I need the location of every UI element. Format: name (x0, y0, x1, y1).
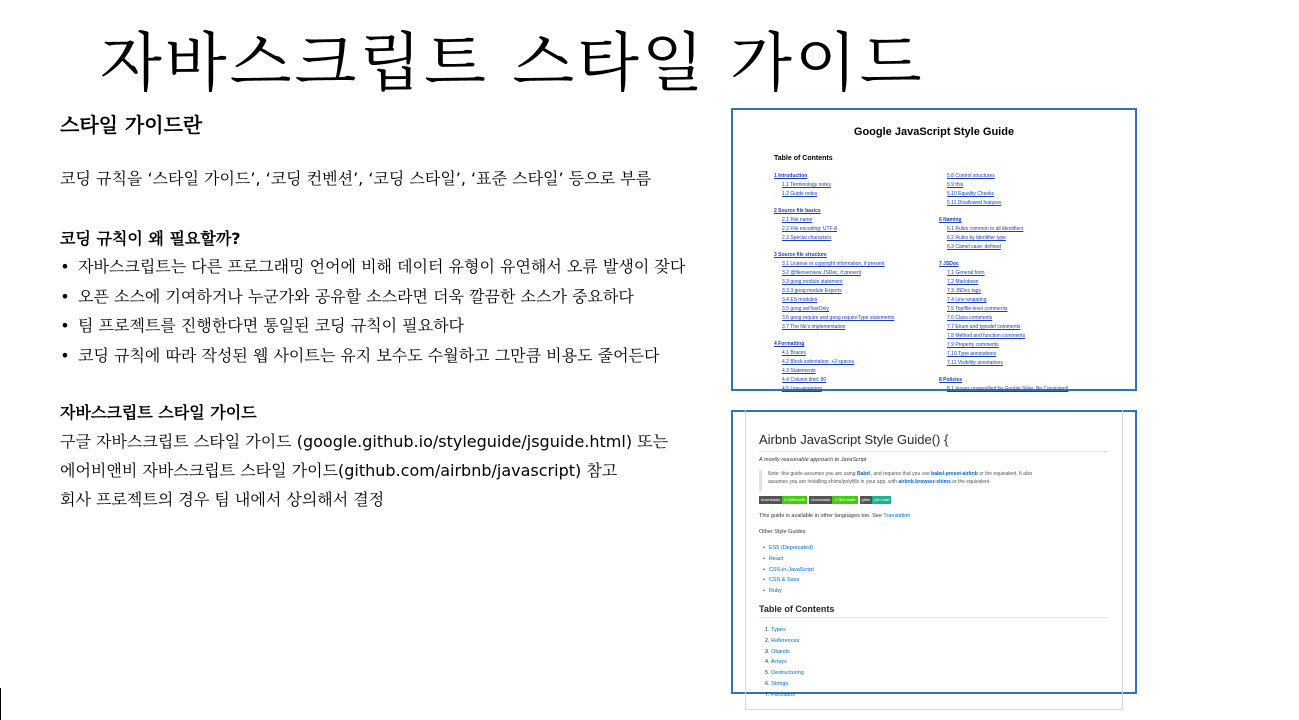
toc-link[interactable]: 7.2 Markdown (947, 279, 979, 285)
toc-link[interactable]: 7.3 JSDoc tags (947, 288, 981, 294)
toc-link[interactable]: 6.1 Rules common to all identifiers (947, 226, 1024, 232)
list-item (765, 657, 804, 668)
toc-link[interactable]: 7 JSDoc (939, 261, 959, 267)
airbnb-toc-list (765, 625, 804, 701)
toc-link[interactable]: 3.3.3 goog.module Exports (782, 288, 842, 294)
toc-link[interactable]: 7.7 Enum and typedef comments (947, 324, 1021, 330)
toc-link[interactable]: 2.1 File name (782, 217, 813, 223)
list-item (765, 625, 804, 636)
airbnb-guide-title: Airbnb JavaScript Style Guide() { (759, 432, 949, 447)
heading-js-style-guide: 자바스크립트 스타일 가이드 (60, 403, 257, 422)
bullet-item (60, 315, 685, 345)
toc-link[interactable]: Functions (771, 691, 795, 698)
babel-preset-airbnb-link[interactable]: babel-preset-airbnb (931, 471, 978, 477)
badge-value: join chat (874, 497, 890, 502)
toc-link[interactable]: 1.2 Guide notes (782, 191, 818, 197)
other-style-guides-heading: Other Style Guides (759, 529, 806, 535)
style-guide-link[interactable]: Ruby (768, 588, 782, 595)
toc-link[interactable]: Types (771, 627, 786, 633)
toc-number: 5. (765, 670, 770, 677)
other-style-guides-list (763, 543, 814, 597)
bullet-marker: • (763, 545, 765, 551)
toc-number: 4. (765, 659, 770, 666)
bullet-item (60, 286, 685, 316)
toc-link[interactable]: 4.4 Column limit: 80 (782, 377, 827, 383)
guide-line: 회사 프로젝트의 경우 팀 내에서 상의해서 결정 (60, 490, 385, 509)
badge-label: downloads (811, 497, 831, 502)
toc-link[interactable]: 6.3 Camel case: defined (947, 244, 1001, 250)
bullet-marker: • (60, 257, 70, 276)
why-bullet-list (60, 256, 685, 374)
toc-link[interactable]: 7.4 Line wrapping (947, 297, 987, 303)
bullet-text: 팀 프로젝트를 진행한다면 통일된 코딩 규칙이 필요하다 (78, 316, 465, 335)
bullet-item (60, 256, 685, 286)
airbnb-toc-heading: Table of Contents (759, 604, 835, 614)
airbnb-guide-subtitle: A mostly reasonable approach to JavaScript (759, 457, 867, 463)
toc-link[interactable]: 3.3 goog.module statement (782, 279, 843, 285)
style-guide-link[interactable]: CSS & Sass (768, 577, 800, 584)
toc-number: 1. (765, 627, 770, 633)
toc-link[interactable]: 1 Introduction (774, 173, 808, 179)
toc-link[interactable]: 2 Source file basics (774, 208, 821, 214)
note-text: Note: this guide assumes you are using (768, 471, 857, 477)
google-toc-right-column (939, 172, 1068, 394)
toc-link[interactable]: 3.7 The file’s implementation (782, 324, 846, 330)
toc-number: 2. (765, 637, 770, 644)
bullet-text: 오픈 소스에 기여하거나 누군가와 공유할 소스라면 더욱 깔끔한 소스가 중요하다 (78, 286, 634, 306)
google-style-guide-screenshot (731, 108, 1137, 391)
heading-why: 코딩 규칙이 왜 필요할까? (60, 229, 241, 248)
list-item (765, 636, 804, 647)
toc-link[interactable]: 7.1 General form (947, 270, 985, 276)
style-guide-link[interactable]: ES5 (Deprecated) (768, 545, 813, 551)
badge[interactable] (759, 496, 807, 504)
list-item (763, 543, 814, 554)
toc-link[interactable]: 3 Source file structure (774, 252, 827, 258)
badge-label: gitter (861, 497, 871, 502)
badge-value: 3.2M/month (834, 497, 856, 502)
toc-link[interactable]: 4.5 Line-wrapping (782, 386, 822, 392)
toc-link[interactable]: 5.10 Equality Checks (947, 191, 994, 197)
list-item (765, 647, 804, 658)
toc-link[interactable]: 8.1 Issues unspecified by Google Style: Be Consistent! (947, 386, 1069, 392)
heading-style-guide: 스타일 가이드란 (60, 113, 203, 137)
bullet-item (60, 345, 685, 375)
toc-link[interactable]: 5.11 Disallowed features (947, 200, 1002, 206)
toc-link[interactable]: 8 Policies (939, 377, 963, 383)
toc-link[interactable]: 7.9 Property comments (947, 342, 999, 348)
toc-link[interactable]: 6 Naming (939, 217, 962, 223)
google-guide-title: Google JavaScript Style Guide (853, 126, 1015, 138)
bullet-marker: • (60, 286, 70, 306)
toc-link[interactable]: 3.2 @fileoverview JSDoc, if present (782, 270, 861, 276)
toc-link[interactable]: 3.5 goog.setTestOnly (782, 306, 829, 312)
toc-link[interactable]: 5.9 this (947, 182, 964, 188)
note-text: or the equivalent. (950, 479, 991, 485)
toc-link[interactable]: 7.6 Class comments (947, 315, 993, 321)
badge-value: 9.2M/month (784, 497, 806, 502)
guide-line: 에어비앤비 자바스크립트 스타일 가이드(github.com/airbnb/javascript) 참고 (60, 461, 618, 480)
note-text: , and requires that you use (870, 471, 932, 477)
toc-link[interactable]: 5.8 Control structures (947, 173, 995, 179)
toc-link[interactable]: 3.1 License or copyright information, if present (782, 261, 885, 267)
divider (759, 617, 1109, 618)
toc-number: 6. (765, 680, 770, 687)
translation-note (759, 513, 910, 519)
toc-number: 3. (765, 648, 770, 655)
guide-line: 구글 자바스크립트 스타일 가이드 (google.github.io/styleguide/jsguide.html) 또는 (60, 432, 669, 451)
list-item (765, 679, 804, 690)
badge[interactable] (809, 496, 857, 504)
divider (759, 451, 1109, 452)
bullet-marker: • (763, 577, 765, 584)
toc-link[interactable]: 3.4 ES modules (782, 297, 818, 303)
bullet-text: 자바스크립트는 다른 프로그래밍 언어에 비해 데이터 유형이 유연해서 오류 발생이 잦다 (78, 257, 686, 276)
toc-link[interactable]: Destructuring (771, 670, 804, 677)
style-guide-link[interactable]: CSS-in-JavaScript (768, 566, 814, 573)
airbnb-note-block (759, 470, 1109, 491)
toc-link[interactable]: 1.1 Terminology notes (782, 182, 831, 188)
toc-link[interactable]: Objects (771, 648, 790, 655)
slide-title: 자바스크립트 스타일 가이드 (100, 27, 925, 101)
toc-link[interactable]: 7.8 Method and function comments (947, 333, 1026, 339)
toc-link[interactable]: 4 Formatting (774, 341, 805, 347)
toc-link[interactable]: 4.1 Braces (782, 350, 806, 356)
toc-link[interactable]: 2.2 File encoding: UTF-8 (782, 226, 838, 232)
toc-link[interactable]: 7.5 Top/file-level comments (947, 306, 1008, 312)
list-item (763, 554, 814, 565)
bullet-text: 코딩 규칙에 따라 작성된 웹 사이트는 유지 보수도 수월하고 그만큼 비용도 줄어든다 (78, 345, 660, 365)
translation-text: This guide is available in other languages too. See (759, 513, 884, 519)
badge-row (759, 496, 891, 504)
toc-link[interactable]: Strings (771, 680, 789, 687)
bullet-marker: • (60, 316, 70, 335)
note-text: assumes you are installing shims/polyfills in your app, with (768, 479, 899, 485)
toc-link[interactable]: 7.11 Visibility annotations (947, 360, 1003, 366)
toc-link[interactable]: 3.6 goog.require and goog.requireType statements (782, 315, 895, 321)
airbnb-browser-shims-link[interactable]: airbnb-browser-shims (898, 479, 951, 485)
edge-mark (0, 688, 1, 720)
list-item (765, 690, 804, 701)
intro-text: 코딩 규칙을 ‘스타일 가이드’, ‘코딩 컨벤션’, ‘코딩 스타일’, ‘표준 스타일’ 등으로 부름 (60, 169, 652, 188)
list-item (763, 565, 814, 576)
toc-link[interactable]: 4.2 Block indentation: +2 spaces (782, 359, 855, 365)
babel-link[interactable]: Babel (856, 471, 871, 477)
toc-link[interactable]: 2.3 Special characters (782, 235, 832, 241)
translation-link[interactable]: Translation (883, 513, 911, 519)
list-item (765, 668, 804, 679)
guide-lines (60, 431, 668, 518)
badge-label: downloads (761, 497, 781, 502)
toc-link[interactable]: References (771, 637, 800, 644)
bullet-marker: • (60, 345, 70, 365)
badge[interactable] (860, 496, 892, 504)
bullet-marker: • (763, 555, 765, 562)
bullet-marker: • (763, 588, 765, 595)
toc-number: 7. (765, 691, 770, 698)
toc-link[interactable]: 6.2 Rules by identifier type (947, 235, 1006, 241)
toc-link[interactable]: 4.3 Statements (782, 368, 816, 374)
google-toc-heading: Table of Contents (774, 155, 833, 162)
airbnb-style-guide-screenshot (731, 410, 1137, 698)
google-toc-left-column (774, 172, 894, 394)
list-item (763, 575, 814, 586)
toc-link[interactable]: 7.10 Type annotations (947, 351, 997, 357)
note-text: or the equivalent. It also (977, 471, 1033, 477)
list-item (763, 586, 814, 597)
style-guide-link[interactable]: React (768, 555, 784, 562)
toc-link[interactable]: Arrays (770, 659, 787, 666)
bullet-marker: • (763, 566, 765, 573)
